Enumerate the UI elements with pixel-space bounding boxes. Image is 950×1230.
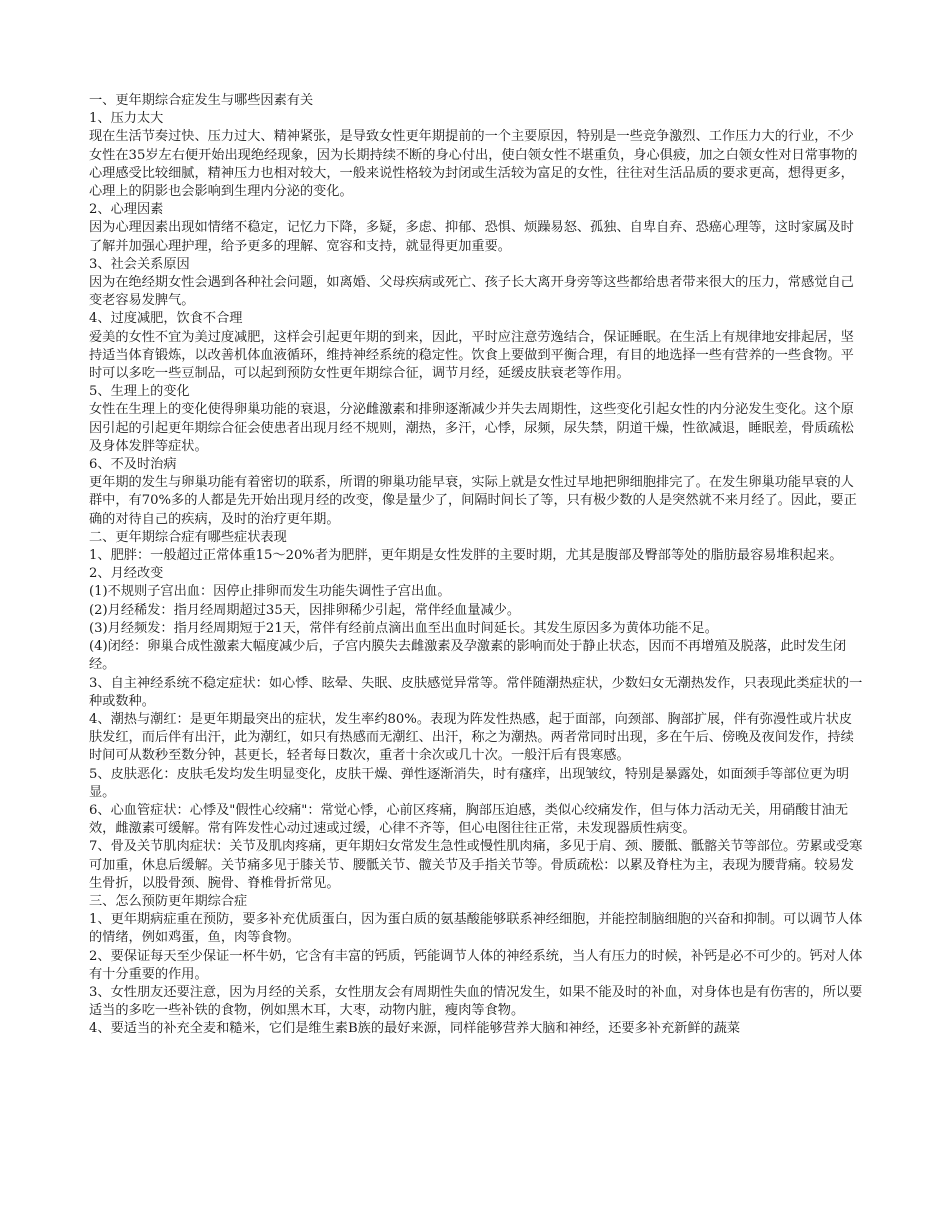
list-item-polymenorrhea: (3)月经频发：指月经周期短于21天，常伴有经前点滴出血至出血时间延长。其发生原因多为黄体功能不足。 <box>89 620 718 636</box>
paragraph-hot-flush: 4、潮热与潮红：是更年期最突出的症状，发生率约80%。表现为阵发性热感，起于面部，向颈部、胸部扩展，伴有弥漫性或片状皮肤发红，而后伴有出汗，此为潮红，如只有热感而无潮红、出汗，称之为潮热。两者常同时出现，多在午后、傍晚及夜间发作，持续时间可从数秒至数分钟，甚更长，轻者每日数次，重者十余次或几十次。一般汗后有畏寒感。 <box>89 711 854 764</box>
subheading-pressure: 1、压力太大 <box>89 111 164 127</box>
section-heading-1: 一、更年期综合症发生与哪些因素有关 <box>89 93 314 108</box>
paragraph-obesity: 1、肥胖：一般超过正常体重15～20%者为肥胖，更年期是女性发胖的主要时期，尤其是腹部及臀部等处的脂肪最容易堆积起来。 <box>89 548 843 564</box>
list-item-amenorrhea: (4)闭经：卵巢合成性激素大幅度减少后，子宫内膜失去雌激素及孕激素的影响而处于静止状态，因而不再增殖及脱落，此时发生闭经。 <box>89 639 847 673</box>
paragraph-protein: 1、更年期病症重在预防，要多补充优质蛋白，因为蛋白质的氨基酸能够联系神经细胞，并能控制脑细胞的兴奋和抑制。可以调节人体的情绪，例如鸡蛋，鱼，肉等食物。 <box>89 912 863 946</box>
paragraph-iron: 3、女性朋友还要注意，因为月经的关系，女性朋友会有周期性失血的情况发生，如果不能及时的补血，对身体也是有伤害的，所以要适当的多吃一些补铁的食物，例如黑木耳，大枣，动物内脏，瘦肉等食物。 <box>89 984 863 1019</box>
paragraph-diet: 爱美的女性不宜为美过度减肥，这样会引起更年期的到来，因此，平时应注意劳逸结合，保证睡眠。在生活上有规律地安排起居，坚持适当体育锻炼，以改善机体血液循环，维持神经系统的稳定性。饮食上要做到平衡合理，有目的地选择一些有营养的一些食物。平时可以多吃一些豆制品，可以起到预防女性更年期综合征，调节月经，延缓皮肤衰老等作用。 <box>89 329 854 382</box>
subheading-treatment: 6、不及时治病 <box>89 457 177 473</box>
paragraph-grains: 4、要适当的补充全麦和糙米，它们是维生素B族的最好来源，同样能够营养大脑和神经，还要多补充新鲜的蔬菜 <box>89 1021 741 1037</box>
paragraph-milk: 2、要保证每天至少保证一杯牛奶，它含有丰富的钙质，钙能调节人体的神经系统，当人有压力的时候，补钙是必不可少的。钙对人体有十分重要的作用。 <box>89 948 863 982</box>
list-item-bleeding: (1)不规则子宫出血：因停止排卵而发生功能失调性子宫出血。 <box>89 584 451 600</box>
paragraph-pressure: 现在生活节奏过快、压力过大、精神紧张，是导致女性更年期提前的一个主要原因，特别是一些竞争激烈、工作压力大的行业，不少女性在35岁左右便开始出现绝经现象，因为长期持续不断的身心付出，使白领女性不堪重负，身心俱疲，加之白领女性对日常事物的心理感受比较细腻，精神压力也相对较大，一般来说性格较为封闭或生活较为富足的女性，往往对生活品质的要求更高，想得更多，心理上的阴影也会影响到生理内分泌的变化。 <box>89 129 858 200</box>
paragraph-cardiovascular: 6、心血管症状：心悸及"假性心绞痛"：常觉心悸，心前区疼痛，胸部压迫感，类似心绞痛发作，但与体力活动无关，用硝酸甘油无效，雌激素可缓解。常有阵发性心动过速或过缓，心律不齐等，但心电图往往正常，未发现器质性病变。 <box>89 802 849 837</box>
paragraph-physiology: 女性在生理上的变化使得卵巢功能的衰退，分泌雌激素和排卵逐渐减少并失去周期性，这些变化引起女性的内分泌发生变化。这个原因引起的引起更年期综合征会使患者出现月经不规则，潮热，多汗，心悸，尿频，尿失禁，阴道干燥，性欲减退，睡眠差，骨质疏松及身体发胖等症状。 <box>89 402 854 454</box>
subheading-menstrual: 2、月经改变 <box>89 566 164 582</box>
paragraph-bone-joint: 7、骨及关节肌肉症状：关节及肌肉疼痛，更年期妇女常发生急性或慢性肌肉痛，多见于肩、颈、腰骶、骶髂关节等部位。劳累或受寒可加重，休息后缓解。关节痛多见于膝关节、腰骶关节、髋关节及手指关节等。骨质疏松：以累及脊柱为主，表现为腰背痛。较易发生骨折，以股骨颈、腕骨、脊椎骨折常见。 <box>89 839 863 891</box>
document-page <box>89 92 865 1039</box>
paragraph-social: 因为在绝经期女性会遇到各种社会问题，如离婚、父母疾病或死亡、孩子长大离开身旁等这些都给患者带来很大的压力，常感觉自己变老容易发脾气。 <box>89 275 854 309</box>
subheading-social: 3、社会关系原因 <box>89 256 190 272</box>
paragraph-psychology: 因为心理因素出现如情绪不稳定，记忆力下降，多疑，多虑、抑郁、恐惧、烦躁易怒、孤独、自卑自弃、恐癌心理等，这时家属及时了解并加强心理护理，给予更多的理解、宽容和支持，就显得更加重要。 <box>89 220 854 254</box>
paragraph-autonomic: 3、自主神经系统不稳定症状：如心悸、眩晕、失眠、皮肤感觉异常等。常伴随潮热症状，少数妇女无潮热发作，只表现此类症状的一种或数种。 <box>89 675 863 709</box>
subheading-diet: 4、过度减肥，饮食不合理 <box>89 311 243 327</box>
section-heading-3: 三、怎么预防更年期综合症 <box>89 893 248 909</box>
paragraph-treatment: 更年期的发生与卵巢功能有着密切的联系，所谓的卵巢功能早衰，实际上就是女性过早地把卵细胞排完了。在发生卵巢功能早衰的人群中，有70%多的人都是先开始出现月经的改变，像是量少了，间隔时间长了等，只有极少数的人是突然就不来月经了。因此，要正确的对待自己的疾病，及时的治疗更年期。 <box>89 475 857 527</box>
list-item-oligomenorrhea: (2)月经稀发：指月经周期超过35天，因排卵稀少引起，常伴经血量减少。 <box>89 602 521 618</box>
subheading-psychology: 2、心理因素 <box>89 202 164 218</box>
paragraph-skin: 5、皮肤恶化：皮肤毛发均发生明显变化，皮肤干燥、弹性逐渐消失，时有瘙痒，出现皱纹，特别是暴露处，如面颈手等部位更为明显。 <box>89 766 850 800</box>
section-heading-2: 二、更年期综合症有哪些症状表现 <box>89 529 287 545</box>
subheading-physiology: 5、生理上的变化 <box>89 384 190 400</box>
